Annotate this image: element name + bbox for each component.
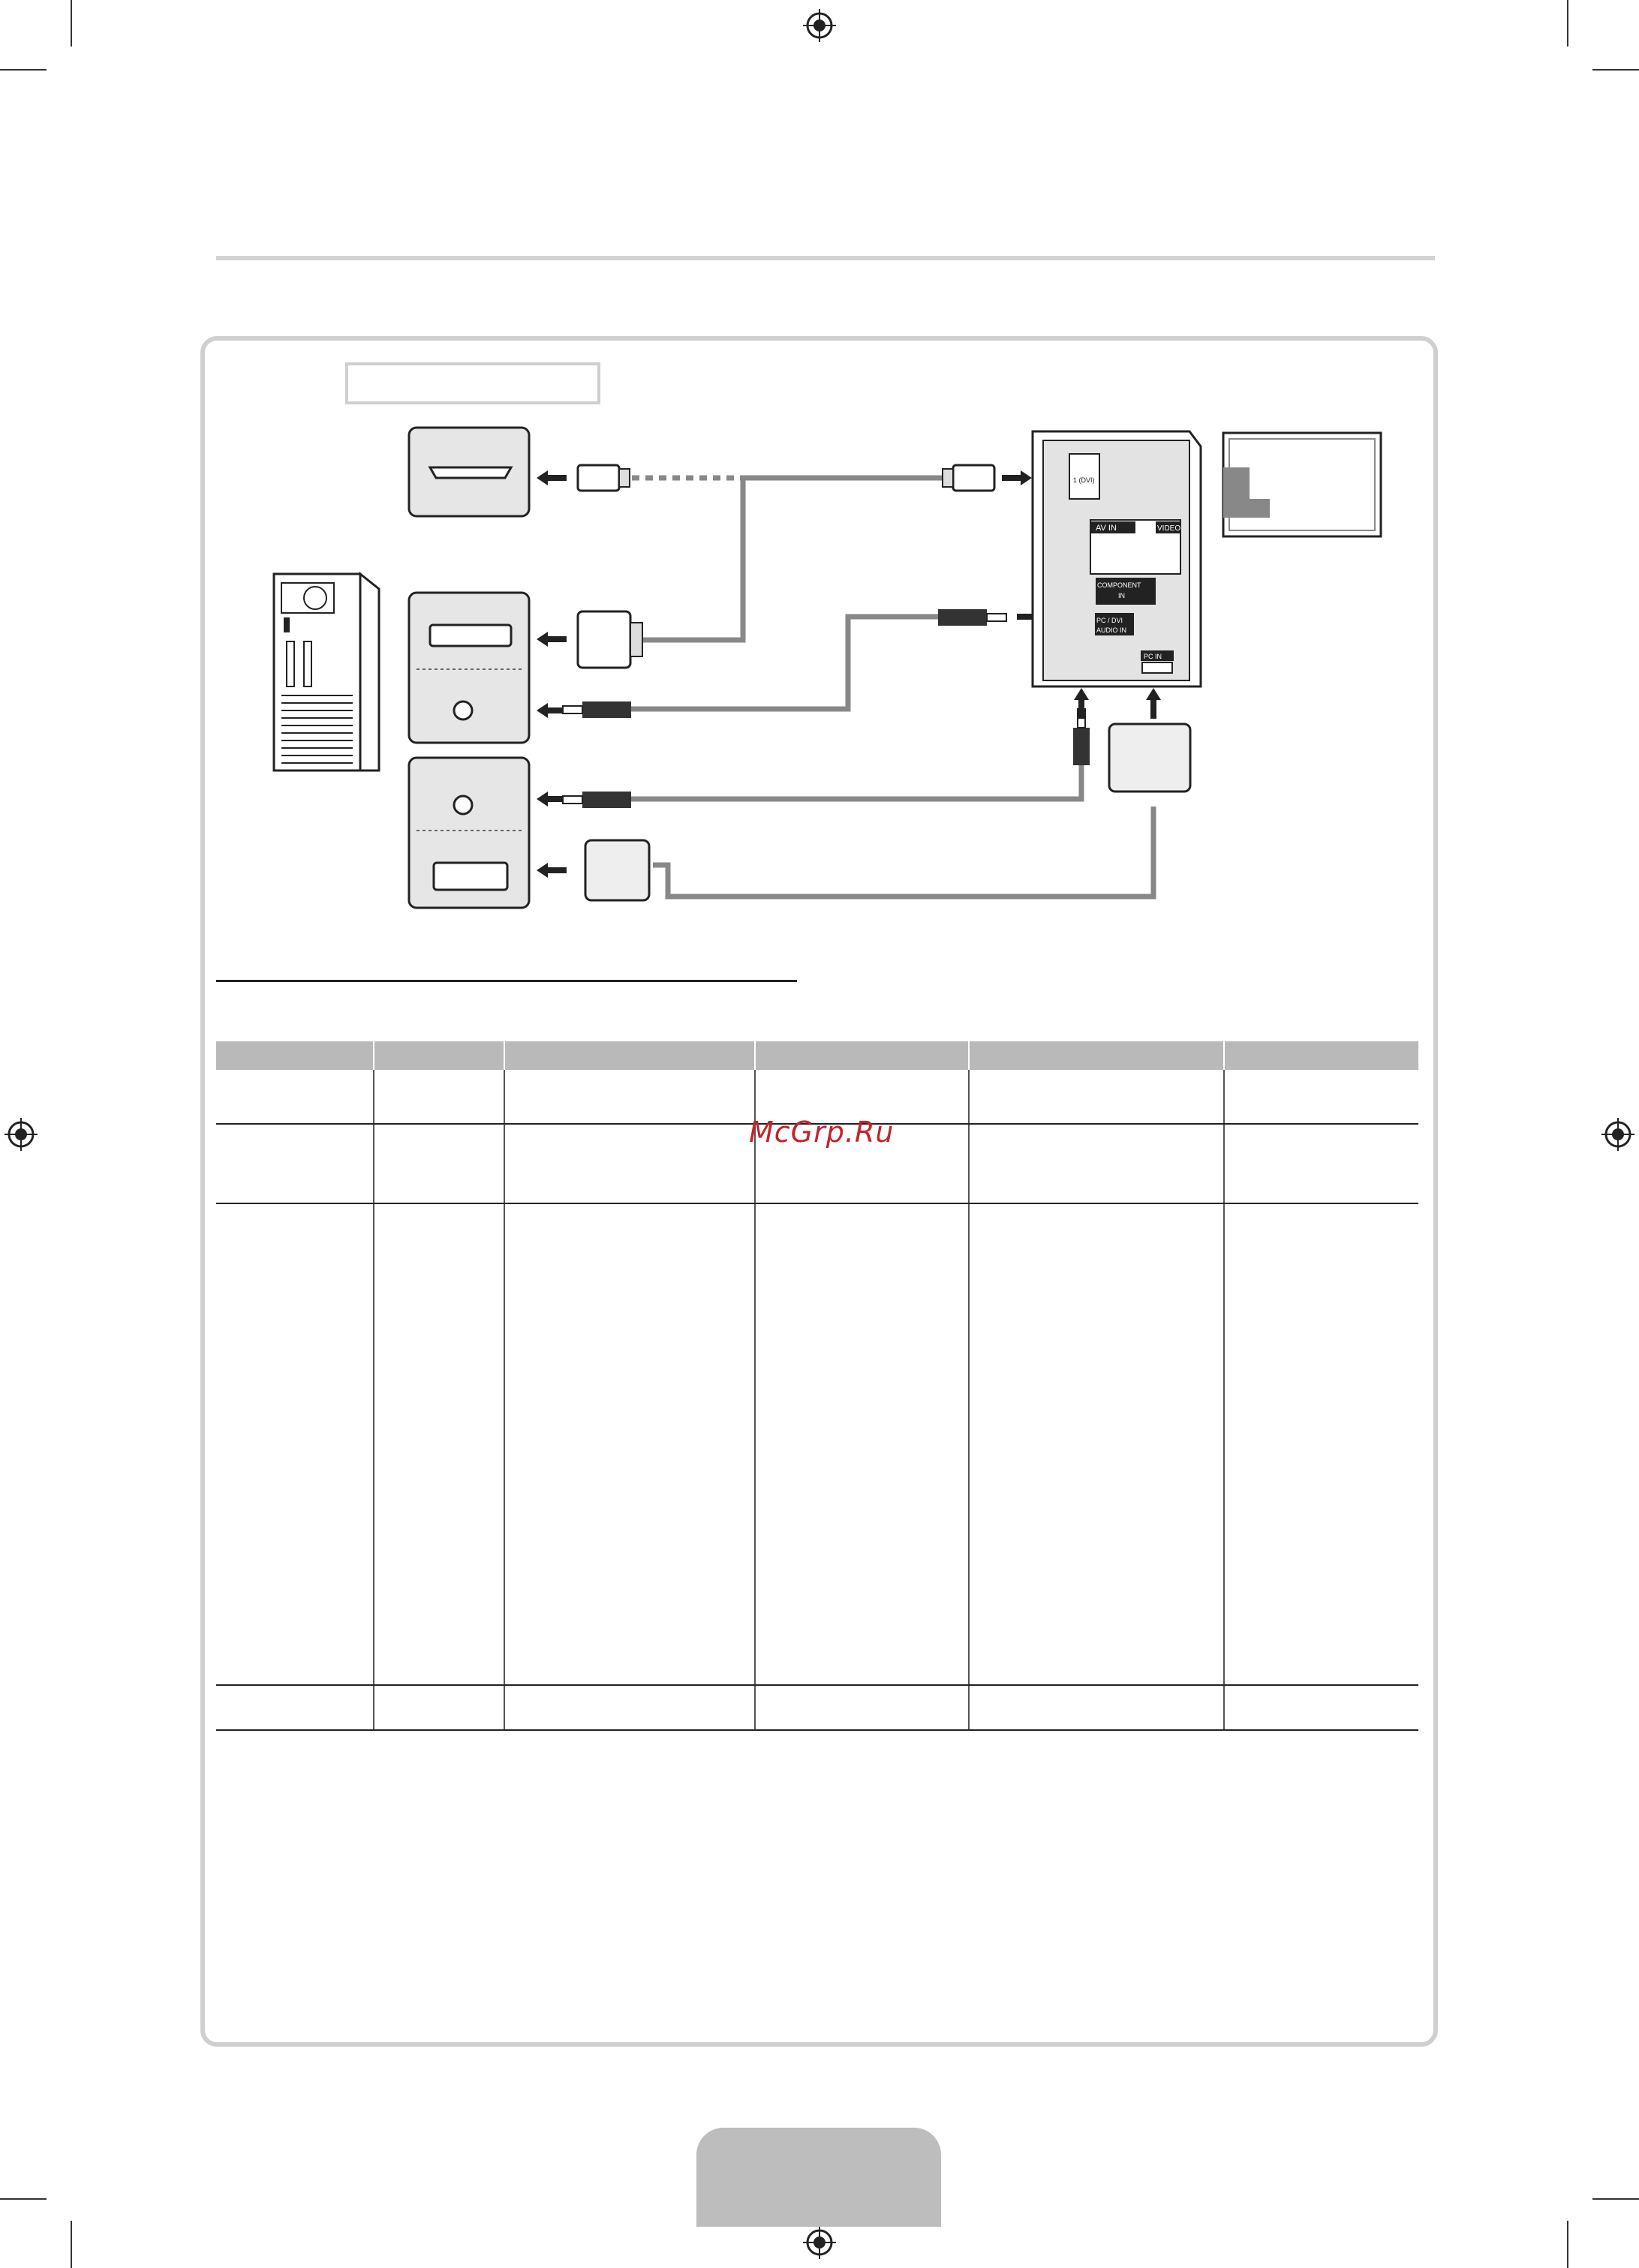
table-cell [969,1124,1224,1203]
watermark-text: McGrp.Ru [749,1116,895,1149]
table-cell [755,1685,969,1730]
table-cell [1224,1124,1418,1203]
table-row [216,1203,1418,1685]
header-rule [216,256,1435,260]
table-cell [374,1124,504,1203]
table-cell [216,1070,374,1124]
pc-hdmi-panel [409,428,529,516]
table-cell [969,1685,1224,1730]
pc-connection-diagram [248,416,1388,927]
section-label-box [345,362,600,404]
table-cell [1224,1070,1418,1124]
table-cell [969,1070,1224,1124]
crop-mark [1567,2221,1568,2268]
arrow-icon [537,470,567,878]
tv-pc-dvi-audio-label-1: PC / DVI [1096,617,1123,624]
registration-mark-icon [801,8,838,44]
table-cell [216,1203,374,1685]
table-cell [969,1203,1224,1685]
pc-audio-vga-panel [409,758,529,908]
table-cell [216,1124,374,1203]
pc-tower-icon [274,574,379,771]
crop-mark [71,2221,72,2268]
table-cell [504,1203,755,1685]
tv-thumbnail-icon [1223,433,1381,536]
page-number-tab [696,2128,941,2227]
table-header-cell [755,1041,969,1070]
tv-av-in-label: AV IN [1096,524,1117,533]
crop-mark [1592,69,1639,71]
tv-pc-dvi-audio-label-2: AUDIO IN [1096,626,1127,634]
crop-mark [1592,2198,1639,2200]
crop-mark [1567,0,1568,47]
registration-mark-icon [3,1116,39,1152]
table-cell [374,1203,504,1685]
table-cell [504,1070,755,1124]
registration-mark-icon [801,2224,838,2260]
crop-mark [71,0,72,47]
tv-pc-in-label: PC IN [1144,653,1162,660]
table-header-cell [374,1041,504,1070]
tv-video-label: VIDEO [1157,524,1181,533]
table-cell [504,1124,755,1203]
tv-rear-panel [1033,431,1201,686]
table-cell [216,1685,374,1730]
table-header-cell [1224,1041,1418,1070]
tv-component-in-label-1: COMPONENT [1097,581,1141,589]
crop-mark [0,69,47,71]
table-header-cell [969,1041,1224,1070]
table-row [216,1685,1418,1730]
table-cell [374,1685,504,1730]
table-cell [504,1685,755,1730]
table-header-cell [216,1041,374,1070]
table-cell [374,1070,504,1124]
pc-dvi-audio-panel [409,593,529,743]
crop-mark [0,2198,47,2200]
table-header-cell [504,1041,755,1070]
section-rule [216,980,797,982]
table-header-row [216,1041,1418,1070]
tv-component-in-label-2: IN [1118,592,1125,599]
table-cell [1224,1685,1418,1730]
table-cell [755,1203,969,1685]
registration-mark-icon [1600,1116,1636,1152]
tv-hdmi-label: 1 (DVI) [1073,476,1095,484]
table-cell [1224,1203,1418,1685]
